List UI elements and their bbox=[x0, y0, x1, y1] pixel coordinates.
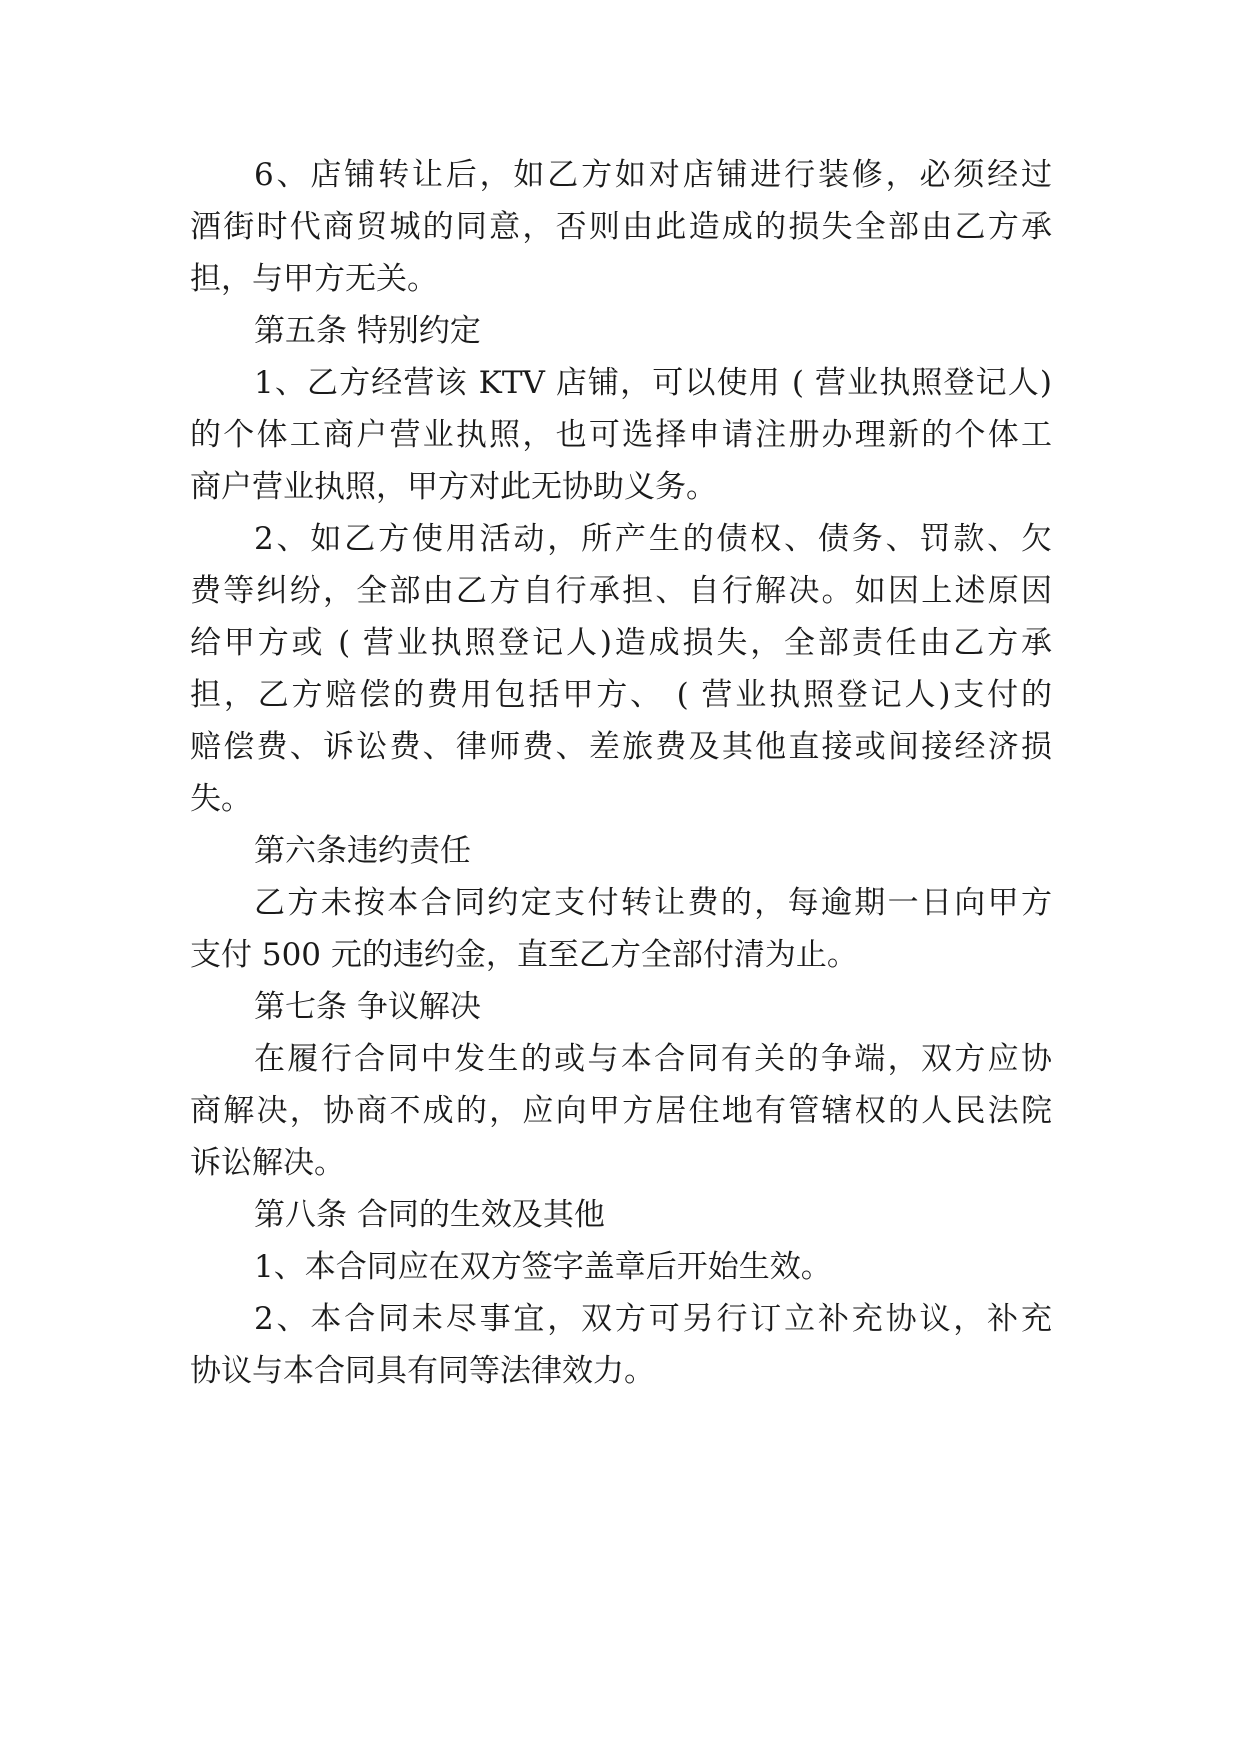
clause-5-item-2-line-3: 给甲方或 ( 营业执照登记人)造成损失，全部责任由乙方承 bbox=[190, 625, 1052, 661]
clause-4-item-6-line-1: 6、店铺转让后，如乙方如对店铺进行装修，必须经过 bbox=[254, 157, 1052, 193]
clause-5-item-2-line-6: 失。 bbox=[190, 781, 252, 817]
clause-5-item-2-line-1: 2、如乙方使用活动，所产生的债权、债务、罚款、欠 bbox=[254, 521, 1052, 557]
clause-8-item-1: 1、本合同应在双方签字盖章后开始生效。 bbox=[254, 1249, 832, 1285]
clause-5-item-2-line-2: 费等纠纷，全部由乙方自行承担、自行解决。如因上述原因 bbox=[190, 573, 1052, 609]
clause-5-heading: 第五条 特别约定 bbox=[254, 313, 481, 349]
clause-7-body-line-1: 在履行合同中发生的或与本合同有关的争端，双方应协 bbox=[254, 1041, 1052, 1077]
clause-5-item-2-line-5: 赔偿费、诉讼费、律师费、差旅费及其他直接或间接经济损 bbox=[190, 729, 1052, 765]
clause-8-item-2-line-2: 协议与本合同具有同等法律效力。 bbox=[190, 1353, 655, 1389]
clause-7-body-line-2: 商解决，协商不成的，应向甲方居住地有管辖权的人民法院 bbox=[190, 1093, 1052, 1129]
clause-8-item-2-line-1: 2、本合同未尽事宜，双方可另行订立补充协议，补充 bbox=[254, 1301, 1052, 1337]
clause-8-heading: 第八条 合同的生效及其他 bbox=[254, 1197, 605, 1233]
clause-5-item-1-line-3: 商户营业执照，甲方对此无协助义务。 bbox=[190, 469, 717, 505]
clause-4-item-6-line-2: 酒街时代商贸城的同意，否则由此造成的损失全部由乙方承 bbox=[190, 209, 1052, 245]
clause-6-body-line-1: 乙方未按本合同约定支付转让费的，每逾期一日向甲方 bbox=[254, 885, 1052, 921]
clause-5-item-2-line-4: 担，乙方赔偿的费用包括甲方、 ( 营业执照登记人)支付的 bbox=[190, 677, 1052, 713]
clause-4-item-6-line-3: 担，与甲方无关。 bbox=[190, 261, 438, 297]
clause-6-body-line-2: 支付 500 元的违约金，直至乙方全部付清为止。 bbox=[190, 937, 858, 973]
clause-7-heading: 第七条 争议解决 bbox=[254, 989, 481, 1025]
clause-5-item-1-line-2: 的个体工商户营业执照，也可选择申请注册办理新的个体工 bbox=[190, 417, 1052, 453]
clause-7-body-line-3: 诉讼解决。 bbox=[190, 1145, 345, 1181]
clause-6-heading: 第六条违约责任 bbox=[254, 833, 471, 869]
clause-5-item-1-line-1: 1、乙方经营该 KTV 店铺，可以使用 ( 营业执照登记人) bbox=[254, 365, 1052, 401]
